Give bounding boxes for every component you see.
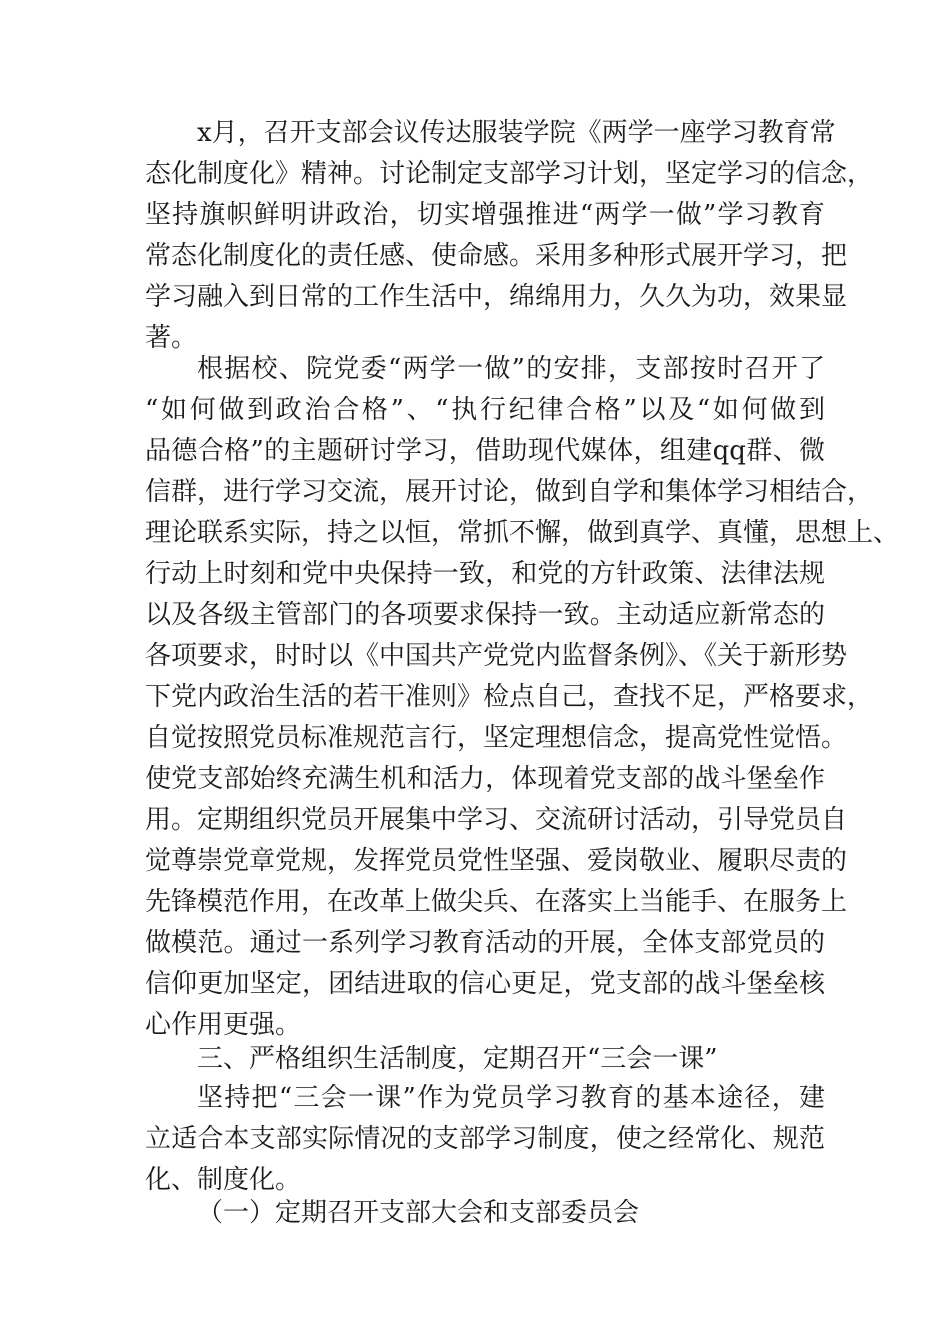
paragraph-1-line-4: 常态化制度化的责任感、使命感。采用多种形式展开学习，把 bbox=[145, 241, 848, 271]
paragraph-1-line-5: 学习融入到日常的工作生活中，绵绵用力，久久为功，效果显 bbox=[145, 282, 848, 312]
paragraph-2-line-1: 根据校、院党委“两学一做”的安排，支部按时召开了 bbox=[197, 354, 825, 384]
paragraph-1-line-2: 态化制度化》精神。讨论制定支部学习计划，坚定学习的信念， bbox=[145, 159, 874, 189]
paragraph-3-line-3: 化、制度化。 bbox=[145, 1165, 302, 1195]
paragraph-2-line-16: 信仰更加坚定，团结进取的信心更足，党支部的战斗堡垒核 bbox=[145, 969, 825, 999]
paragraph-2-line-3: 品德合格”的主题研讨学习，借助现代媒体，组建qq群、微 bbox=[145, 436, 825, 466]
paragraph-2-line-9: 下党内政治生活的若干准则》检点自己，查找不足，严格要求， bbox=[145, 682, 874, 712]
paragraph-2-line-8: 各项要求，时时以《中国共产党党内监督条例》、《关于新形势 bbox=[145, 641, 848, 671]
paragraph-2-line-13: 觉尊崇党章党规，发挥党员党性坚强、爱岗敬业、履职尽责的 bbox=[145, 846, 848, 876]
paragraph-2-line-15: 做模范。通过一系列学习教育活动的开展，全体支部党员的 bbox=[145, 928, 825, 958]
section-heading-3: 三、严格组织生活制度，定期召开“三会一课” bbox=[197, 1044, 718, 1074]
paragraph-2-line-14: 先锋模范作用，在改革上做尖兵、在落实上当能手、在服务上 bbox=[145, 887, 848, 917]
paragraph-2-line-5: 理论联系实际，持之以恒，常抓不懈，做到真学、真懂，思想上、 bbox=[145, 518, 900, 548]
paragraph-2-line-4: 信群，进行学习交流，展开讨论，做到自学和集体学习相结合， bbox=[145, 477, 874, 507]
paragraph-2-line-11: 使党支部始终充满生机和活力，体现着党支部的战斗堡垒作 bbox=[145, 764, 825, 794]
paragraph-2-line-17: 心作用更强。 bbox=[145, 1010, 302, 1040]
paragraph-3-line-1: 坚持把“三会一课”作为党员学习教育的基本途径，建 bbox=[197, 1083, 825, 1113]
paragraph-1-line-3: 坚持旗帜鲜明讲政治，切实增强推进“两学一做”学习教育 bbox=[145, 200, 825, 230]
subsection-heading-1: （一）定期召开支部大会和支部委员会 bbox=[197, 1198, 640, 1228]
paragraph-2-line-12: 用。定期组织党员开展集中学习、交流研讨活动，引导党员自 bbox=[145, 805, 848, 835]
paragraph-2-line-7: 以及各级主管部门的各项要求保持一致。主动适应新常态的 bbox=[145, 600, 825, 630]
paragraph-1-line-6: 著。 bbox=[145, 323, 198, 353]
paragraph-2-line-2: “如何做到政治合格”、“执行纪律合格”以及“如何做到 bbox=[145, 395, 825, 425]
paragraph-3-line-2: 立适合本支部实际情况的支部学习制度，使之经常化、规范 bbox=[145, 1124, 825, 1154]
paragraph-2-line-10: 自觉按照党员标准规范言行，坚定理想信念，提高党性觉悟。 bbox=[145, 723, 848, 753]
paragraph-1-line-1: x月，召开支部会议传达服装学院《两学一座学习教育常 bbox=[197, 118, 836, 148]
paragraph-2-line-6: 行动上时刻和党中央保持一致，和党的方针政策、法律法规 bbox=[145, 559, 825, 589]
